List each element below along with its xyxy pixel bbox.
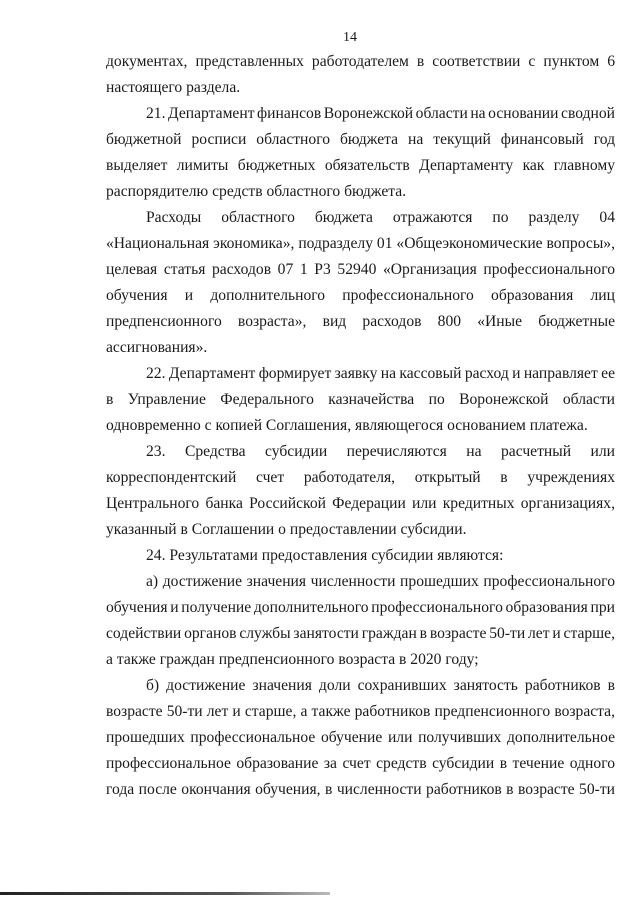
- text-line: профессиональное образование за счет средств субсидии в течение одного: [106, 755, 615, 772]
- text-line: предпенсионного возраста», вид расходов 800 «Иные бюджетные: [106, 313, 615, 330]
- text-line: в Управление Федерального казначейства по Воронежской области: [106, 391, 615, 408]
- text-line: б) достижение значения доли сохранивших занятость работников в: [146, 677, 615, 694]
- text-line: «Национальная экономика», подразделу 01 «Общеэкономические вопросы»,: [106, 235, 615, 252]
- text-line: года после окончания обучения, в численности работников в возрасте 50-ти: [106, 781, 615, 798]
- text-line: 22. Департамент формирует заявку на кассовый расход и направляет ее: [146, 365, 615, 382]
- text-line: возрасте 50-ти лет и старше, а также работников предпенсионного возраста,: [106, 703, 615, 720]
- text-line: 24. Результатами предоставления субсидии являются:: [146, 547, 504, 564]
- text-line: выделяет лимиты бюджетных обязательств Департаменту как главному: [106, 157, 615, 174]
- text-line: Центрального банка Российской Федерации или кредитных организациях,: [106, 495, 615, 512]
- text-line: 21. Департамент финансов Воронежской области на основании сводной: [146, 105, 615, 122]
- text-line: а) достижение значения численности прошедших профессионального: [146, 573, 615, 590]
- text-line: Расходы областного бюджета отражаются по разделу 04: [146, 209, 615, 226]
- text-line: настоящего раздела.: [106, 79, 241, 96]
- text-line: распорядителю средств областного бюджета.: [106, 183, 407, 200]
- text-line: обучения и дополнительного профессионального образования лиц: [106, 287, 615, 304]
- text-line: прошедших профессиональное обучение или получивших дополнительное: [106, 729, 615, 746]
- text-line: целевая статья расходов 07 1 Р3 52940 «Организация профессионального: [106, 261, 615, 278]
- text-line: корреспондентский счет работодателя, открытый в учреждениях: [106, 469, 615, 486]
- scan-edge-line: [0, 892, 330, 895]
- text-line: 23. Средства субсидии перечисляются на расчетный или: [146, 443, 615, 460]
- text-line: ассигнования».: [106, 339, 208, 356]
- text-line: одновременно с копией Соглашения, являющегося основанием платежа.: [106, 417, 588, 434]
- text-line: указанный в Соглашении о предоставлении субсидии.: [106, 521, 467, 538]
- page-number: 14: [343, 30, 357, 45]
- text-line: а также граждан предпенсионного возраста в 2020 году;: [106, 651, 479, 668]
- text-line: документах, представленных работодателем в соответствии с пунктом 6: [106, 53, 615, 70]
- text-line: обучения и получение дополнительного профессионального образования при: [106, 599, 615, 616]
- text-line: содействии органов службы занятости граждан в возрасте 50-ти лет и старше,: [106, 625, 615, 642]
- text-line: бюджетной росписи областного бюджета на текущий финансовый год: [106, 131, 615, 148]
